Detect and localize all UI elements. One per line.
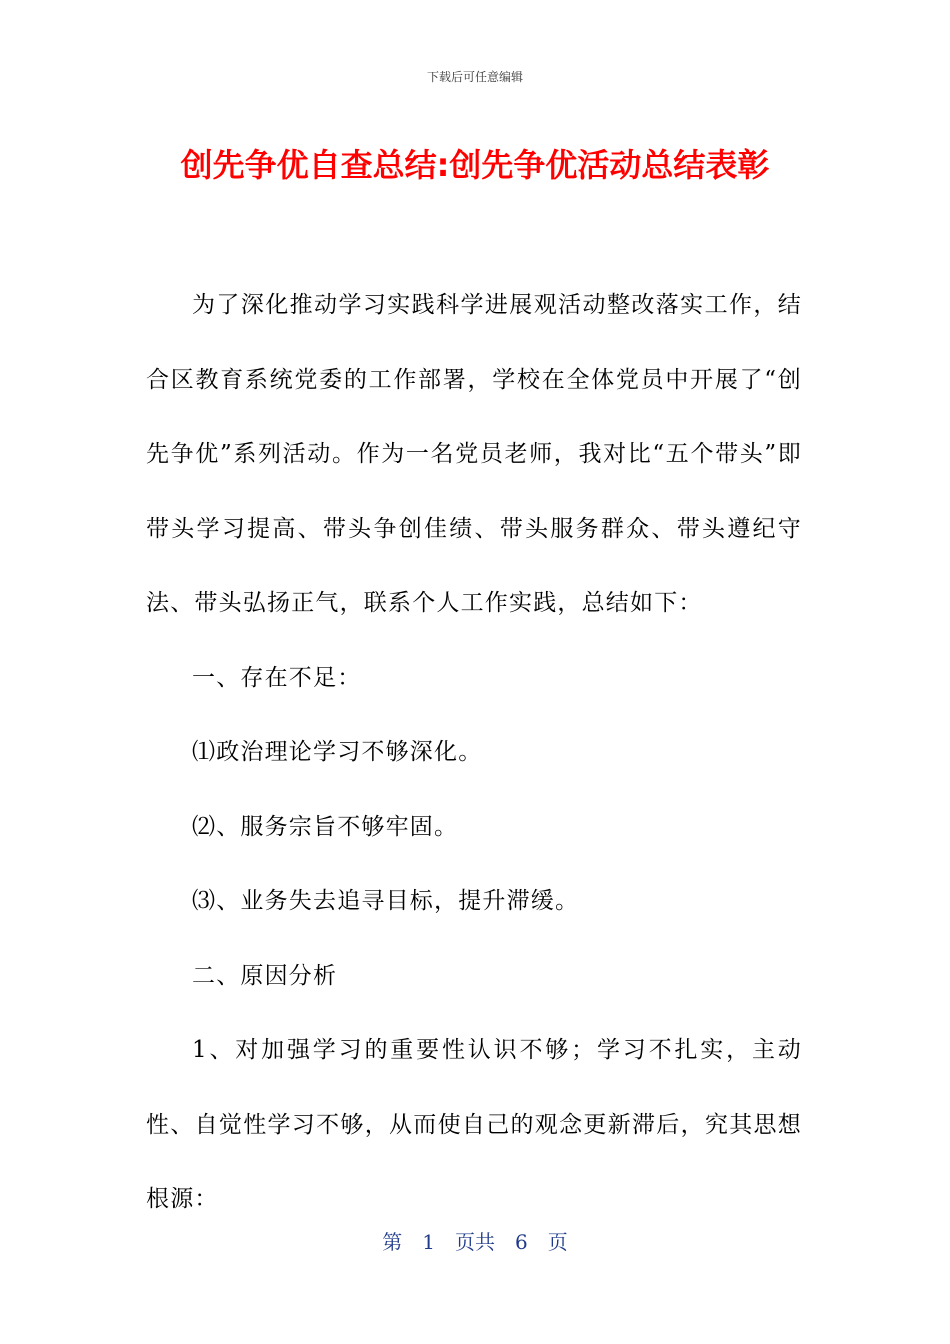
footer-current-page: 1	[422, 1230, 435, 1254]
list-item-shortcoming-3: ⑶、业务失去追寻目标，提升滞缓。	[192, 888, 580, 914]
footer-label-ye: 页	[547, 1230, 568, 1254]
document-title: 创先争优自查总结:创先争优活动总结表彰	[180, 146, 770, 184]
footer-label-ye-gong: 页共	[455, 1230, 495, 1254]
footer-label-di: 第	[382, 1230, 403, 1254]
document-body	[146, 268, 802, 1237]
paragraph-cause-1: 1、对加强学习的重要性认识不够；学习不扎实，主动性、自觉性学习不够，从而使自己的观念更新滞后，究其思想根源：	[146, 1037, 802, 1212]
section-heading-shortcomings: 一、存在不足：	[192, 664, 362, 691]
footer-total-pages: 6	[515, 1230, 528, 1254]
list-item-shortcoming-1: ⑴政治理论学习不够深化。	[192, 739, 483, 765]
list-item-shortcoming-2: ⑵、服务宗旨不够牢固。	[192, 813, 459, 840]
header-note: 下载后可任意编辑	[426, 70, 523, 84]
page-footer	[0, 1226, 950, 1255]
paragraph-intro: 为了深化推动学习实践科学进展观活动整改落实工作，结合区教育系统党委的工作部署，学校在全体党员中开展了“创先争优”系列活动。作为一名党员老师，我对比“五个带头”即带头学习提高、带头争创佳绩、带头服务群众、带头遵纪守法、带头弘扬正气，联系个人工作实践，总结如下：	[146, 292, 802, 616]
section-heading-cause-analysis: 二、原因分析	[192, 962, 338, 989]
